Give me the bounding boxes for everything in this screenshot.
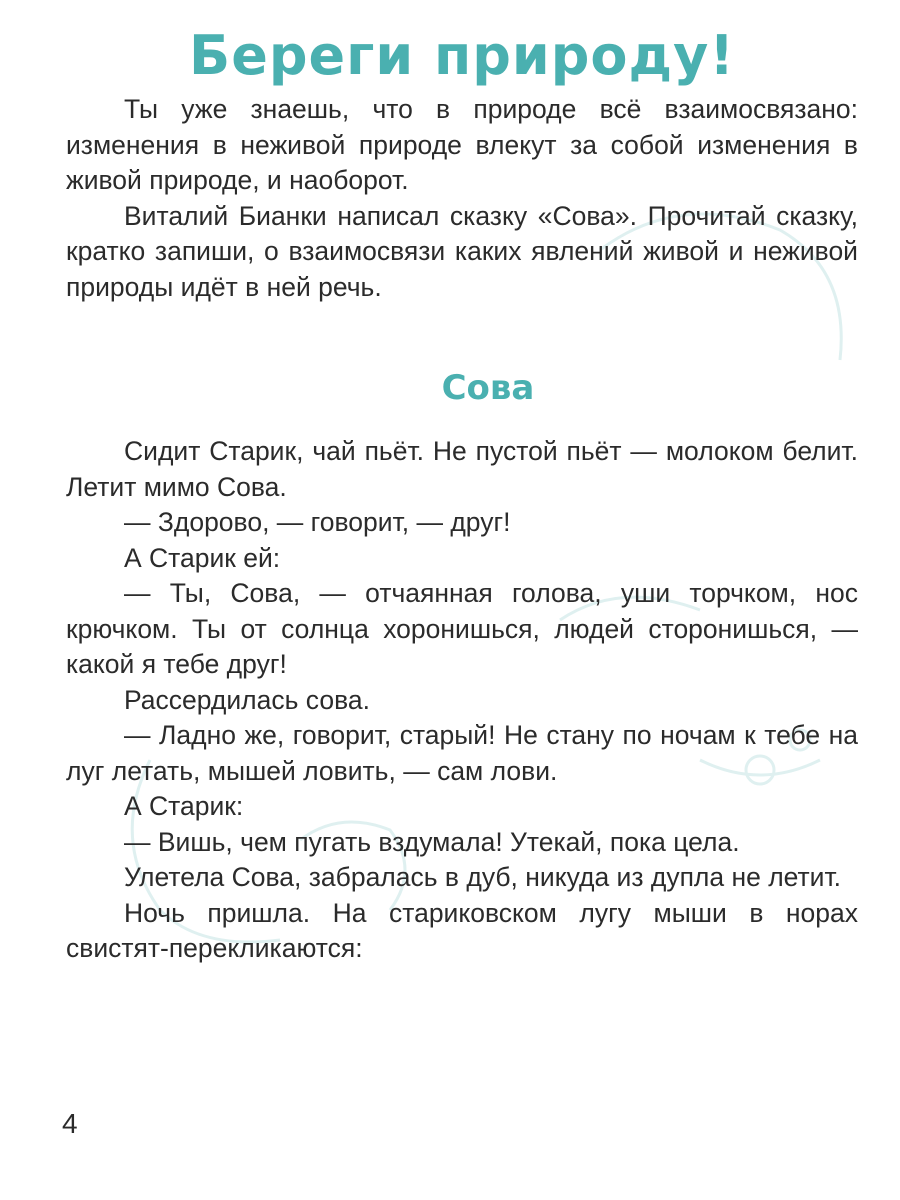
- story-paragraph: — Ладно же, говорит, старый! Не стану по ночам к тебе на луг летать, мышей ловить, — сам лови.: [66, 720, 858, 786]
- page-title: Береги природу!: [189, 24, 735, 87]
- intro-text: [66, 92, 858, 305]
- story-paragraph: А Старик ей:: [124, 542, 281, 573]
- story-paragraph: Ночь пришла. На стариковском лугу мыши в норах свистят-перекликаются:: [66, 897, 858, 963]
- story-paragraph: — Вишь, чем пугать вздумала! Утекай, пока цела.: [124, 826, 740, 857]
- page-number: 4: [62, 1108, 78, 1139]
- story-paragraph: Улетела Сова, забралась в дуб, никуда из дупла не летит.: [124, 862, 842, 892]
- story-paragraph: Сидит Старик, чай пьёт. Не пустой пьёт — молоком белит. Летит мимо Сова.: [66, 436, 858, 502]
- story-paragraph: Рассердилась сова.: [124, 684, 370, 715]
- story-text: [66, 434, 858, 967]
- intro-paragraph: Ты уже знаешь, что в природе всё взаимосвязано: изменения в неживой природе влекут за собой изменения в живой природе, и наоборот.: [66, 94, 858, 195]
- story-paragraph: — Здорово, — говорит, — друг!: [124, 507, 511, 537]
- story-paragraph: — Ты, Сова, — отчаянная голова, уши торчком, нос крючком. Ты от солнца хоронишься, людей сторонишься, — какой я тебе друг!: [66, 578, 858, 679]
- story-title: Сова: [441, 368, 535, 408]
- story-paragraph: А Старик:: [124, 791, 244, 821]
- intro-paragraph: Виталий Бианки написал сказку «Сова». Прочитай сказку, кратко запиши, о взаимосвязи каких явлений живой и неживой природы идёт в ней речь.: [66, 200, 858, 302]
